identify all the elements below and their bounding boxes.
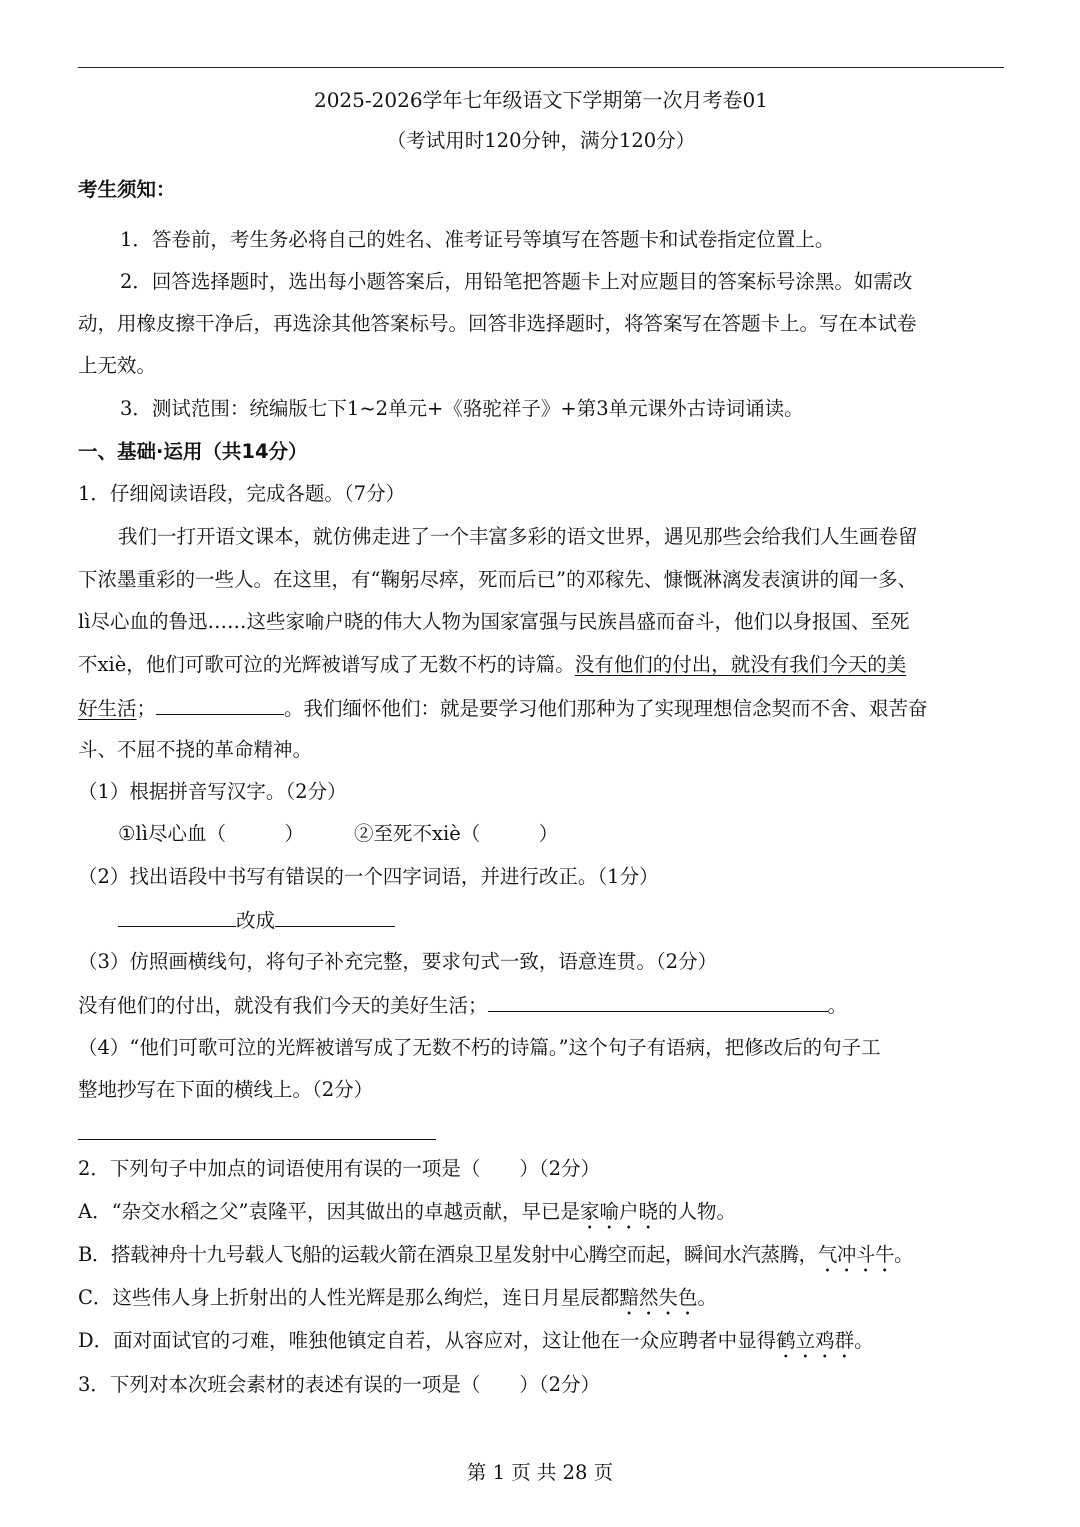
question-1-stem: 1．仔细阅读语段，完成各题。（7分）: [78, 482, 406, 505]
sub-question-4-line-2: 整地抄写在下面的横线上。（2分）: [78, 1078, 374, 1101]
passage-line-6: 斗、不屈不挠的革命精神。: [78, 738, 313, 761]
option-c-text: C．这些伟人身上折射出的人性光辉是那么绚烂，连日月星辰都: [78, 1286, 620, 1309]
question-2-option-c[interactable]: [78, 1286, 1004, 1320]
passage-line-5-text: 。我们缅怀他们：就是要学习他们那种为了实现理想信念契而不舍、艰苦奋: [284, 697, 928, 720]
question-3-stem: 3．下列对本次班会素材的表述有误的一项是（ ）（2分）: [78, 1373, 601, 1396]
sub-question-1-items: [118, 822, 1004, 846]
sub-question-3: （3）仿照画横线句，将句子补充完整，要求句式一致，语意连贯。（2分）: [78, 950, 718, 973]
sub-question-1-item-a[interactable]: ①lì尽心血（ ）: [118, 822, 304, 845]
passage-line-3: lì尽心血的鲁迅……这些家喻户晓的伟大人物为国家富强与民族昌盛而奋斗，他们以身报国、至死: [78, 610, 910, 633]
passage-line-4: [78, 653, 1004, 677]
semicolon: ；: [136, 697, 157, 720]
passage-line-5: [78, 696, 1004, 721]
question-2-option-d[interactable]: [78, 1329, 1004, 1363]
option-d-end: 。: [854, 1329, 874, 1352]
sub-question-3-prompt: 没有他们的付出，就没有我们今天的美好生活；: [78, 994, 488, 1017]
option-d-dotted-word: 鹤立鸡群: [776, 1329, 855, 1352]
passage-line-4-text: 不xiè，他们可歌可泣的光辉被谱写成了无数不朽的诗篇。: [78, 653, 575, 676]
option-b-dotted-word: 气冲斗牛: [817, 1243, 895, 1266]
option-a-text: A．“杂交水稻之父”袁隆平，因其做出的卓越贡献，早已是: [78, 1200, 581, 1223]
passage-line-2: 下浓墨重彩的一些人。在这里，有“鞠躬尽瘁，死而后已”的邓稼先、慷慨淋漓发表演讲的闻一多、: [78, 568, 917, 591]
option-a-end: 的人物。: [658, 1200, 737, 1223]
section-1-heading: 一、基础·运用（共14分）: [78, 440, 308, 463]
imitation-sentence-blank[interactable]: [488, 993, 828, 1012]
correction-label: 改成: [236, 909, 276, 932]
sub-question-4-line-1: （4）“他们可歌可泣的光辉被谱写成了无数不朽的诗篇。”这个句子有语病，把修改后的句子工: [78, 1036, 881, 1059]
sub-question-1: （1）根据拼音写汉字。（2分）: [78, 780, 347, 803]
option-b-text: B．搭载神舟十九号载人飞船的运载火箭在酒泉卫星发射中心腾空而起，瞬间水汽蒸腾，: [78, 1243, 818, 1266]
notice-item-2-line-1: 2．回答选择题时，选出每小题答案后，用铅笔把答题卡上对应题目的答案标号涂黑。如需改: [120, 270, 913, 293]
period: 。: [827, 994, 848, 1017]
question-2-stem: 2．下列句子中加点的词语使用有误的一项是（ ）（2分）: [78, 1157, 601, 1180]
corrected-word-blank[interactable]: [275, 908, 395, 927]
exam-subtitle: （考试用时120分钟，满分120分）: [386, 129, 696, 152]
option-d-text: D．面对面试官的刁难，唯独他镇定自若，从容应对，这让他在一众应聘者中显得: [78, 1329, 777, 1352]
option-c-dotted-word: 黯然失色: [619, 1286, 698, 1309]
question-2-option-a[interactable]: [78, 1200, 1004, 1234]
option-b-end: 。: [894, 1243, 914, 1266]
header-rule: [78, 67, 1004, 68]
option-c-end: 。: [697, 1286, 717, 1309]
passage-fill-blank[interactable]: [156, 696, 284, 715]
passage-line-1: 我们一打开语文课本，就仿佛走进了一个丰富多彩的语文世界，遇见那些会给我们人生画卷留: [118, 525, 918, 548]
sub-question-1-item-b[interactable]: ②至死不xiè（ ）: [353, 822, 559, 845]
option-a-dotted-word: 家喻户晓: [580, 1200, 659, 1223]
exam-title: 2025-2026学年七年级语文下学期第一次月考卷01: [313, 88, 768, 112]
notice-item-3: 3．测试范围：统编版七下1~2单元+《骆驼祥子》+第3单元课外古诗词诵读。: [120, 397, 804, 420]
question-2-option-b[interactable]: [78, 1243, 1004, 1277]
page-number: 第 1 页 共 28 页: [466, 1461, 614, 1484]
sub-question-3-answer: [78, 993, 1004, 1018]
sub-question-2-answer: [118, 908, 1004, 933]
underlined-sentence-part-2: 好生活: [78, 697, 137, 720]
sub-question-2: （2）找出语段中书写有错误的一个四字词语，并进行改正。（1分）: [78, 865, 659, 888]
notice-item-2-line-2: 动，用橡皮擦干净后，再选涂其他答案标号。回答非选择题时，将答案写在答题卡上。写在本试卷: [78, 312, 917, 335]
sub-question-4-answer-line[interactable]: [78, 1139, 436, 1140]
notice-item-1: 1．答卷前，考生务必将自己的姓名、准考证号等填写在答题卡和试卷指定位置上。: [120, 228, 835, 251]
underlined-sentence-part-1: 没有他们的付出，就没有我们今天的美: [574, 653, 907, 676]
notice-item-2-line-3: 上无效。: [78, 354, 157, 377]
notice-heading: 考生须知：: [78, 178, 176, 201]
wrong-word-blank[interactable]: [118, 908, 236, 927]
